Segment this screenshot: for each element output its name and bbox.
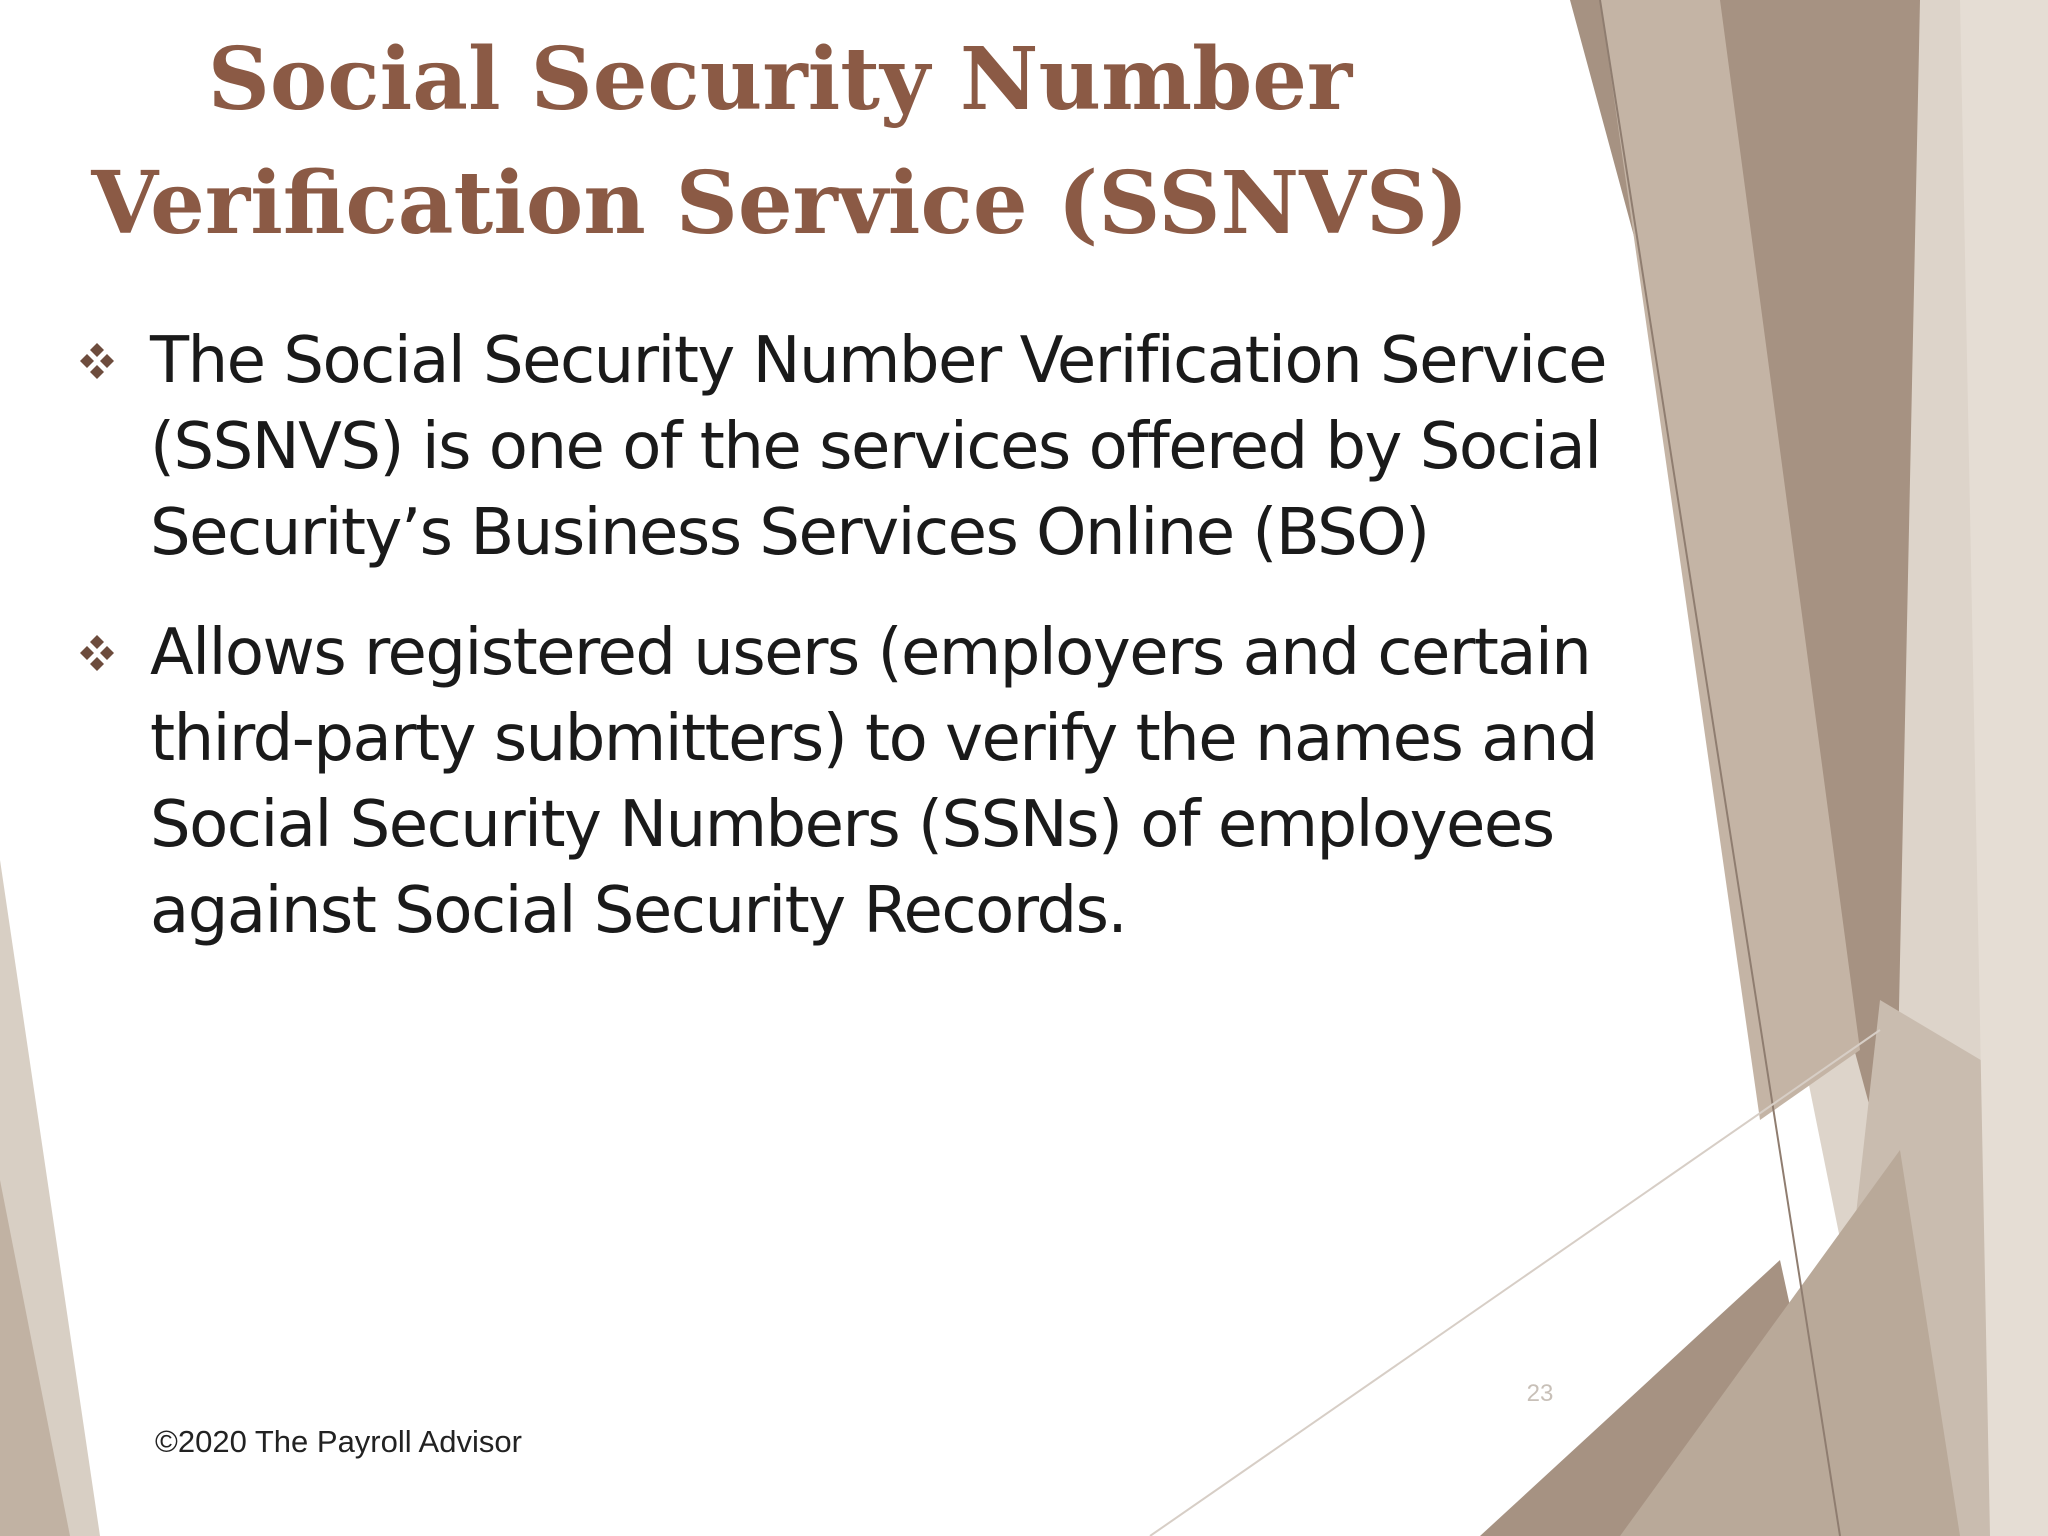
diamond-bullet-icon [76,632,118,674]
bottom-right-shadow [1620,1150,1960,1536]
slide-title [0,18,1560,266]
bullet-item-2 [70,610,1610,954]
slide-number: 23 [1526,1380,1554,1407]
copyright-footer: ©2020 The Payroll Advisor [155,1424,522,1459]
title-line-1: Social Security Number [207,29,1353,130]
title-line-2: Verification Service (SSNVS) [91,153,1469,254]
bullet-list [70,318,1610,988]
diamond-bullet-icon [76,340,118,382]
bullet-text-1: The Social Security Number Verification Service (SSNVS) is one of the services offered by Social Security’s Business Services Online (BSO) [150,324,1607,570]
bullet-item-1 [70,318,1610,576]
bullet-text-2: Allows registered users (employers and certain third-party submitters) to verify the names and Social Security Numbers (SSNs) of employees against Social Security Records. [150,616,1598,948]
